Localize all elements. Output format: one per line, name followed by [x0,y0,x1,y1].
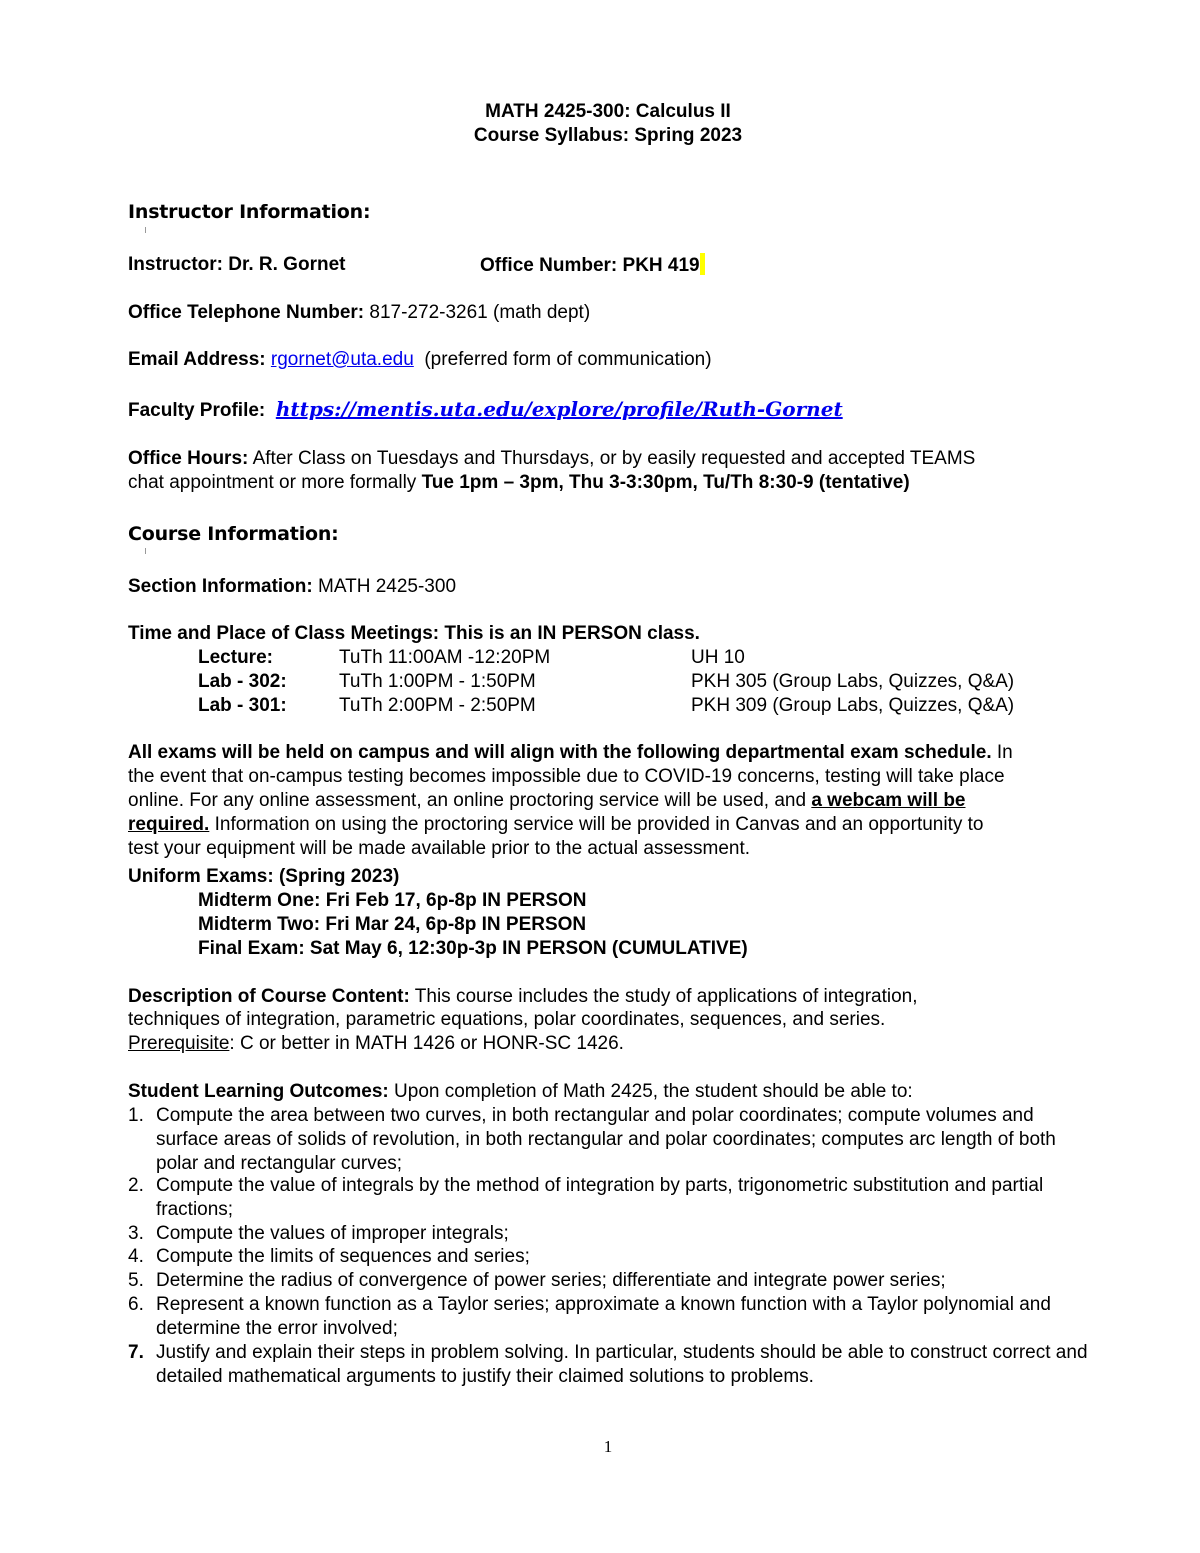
office-label: Office Number: [480,255,618,276]
prerequisite-label: Prerequisite [128,1033,230,1054]
instructor-name: Dr. R. Gornet [228,254,346,275]
phone-line [128,301,590,325]
section-marker [145,227,146,233]
phone-number: 817-272-3261 (math dept) [369,302,591,323]
webcam-required-emphasis: a webcam will be [811,790,966,811]
section-info-line [128,575,456,599]
text-highlight-mark [700,253,705,275]
office-number: PKH 419 [622,255,700,276]
course-title: MATH 2425-300: Calculus II [485,101,731,122]
email-link[interactable]: rgornet@uta.edu [270,349,414,370]
meeting-place: PKH 305 (Group Labs, Quizzes, Q&A) [691,671,1015,692]
email-note: (preferred form of communication) [424,349,712,370]
faculty-profile-link[interactable]: https://mentis.uta.edu/explore/profile/Ruth-Gornet [275,397,843,421]
page-number: 1 [603,1437,613,1456]
instructor-label: Instructor: [128,254,223,275]
profile-label: Faculty Profile: [128,400,266,421]
office-line [480,253,705,278]
prerequisite-line: Prerequisite: C or better in MATH 1426 or HONR-SC 1426. [128,1033,624,1054]
office-hours-text: After Class on Tuesdays and Thursdays, or by easily requested and accepted TEAMS [252,448,976,469]
class-meetings-heading: Time and Place of Class Meetings: This is an IN PERSON class. [128,623,700,644]
uniform-exams-heading: Uniform Exams: (Spring 2023) [128,866,400,887]
meeting-label: Lab - 302: [198,671,287,692]
office-hours-text-cont: chat appointment or more formally [128,472,417,493]
meeting-label: Lecture: [198,647,273,668]
office-hours-schedule: Tue 1pm – 3pm, Thu 3-3:30pm, Tu/Th 8:30-9 (tentative) [421,472,910,493]
phone-label: Office Telephone Number: [128,302,365,323]
description-line-1: Description of Course Content: This course includes the study of applications of integration, [128,986,918,1007]
exams-paragraph-line-1: All exams will be held on campus and will align with the following departmental exam schedule. In [128,742,1013,763]
office-hours-line-2 [128,471,910,495]
midterm-two: Midterm Two: Fri Mar 24, 6p-8p IN PERSON [198,914,587,935]
meeting-time: TuTh 11:00AM -12:20PM [339,647,551,668]
description-label: Description of Course Content: [128,986,410,1007]
email-label: Email Address: [128,349,266,370]
description-line-2: techniques of integration, parametric equations, polar coordinates, sequences, and series. [128,1009,886,1030]
outcomes-intro-line: Student Learning Outcomes: Upon completion of Math 2425, the student should be able to: [128,1081,913,1102]
exams-bold-intro: All exams will be held on campus and will align with the following departmental exam schedule. [128,742,992,763]
syllabus-subtitle: Course Syllabus: Spring 2023 [473,125,743,146]
final-exam: Final Exam: Sat May 6, 12:30p-3p IN PERSON (CUMULATIVE) [198,938,748,959]
section-info-label: Section Information: [128,576,313,597]
exams-paragraph-line-2: the event that on-campus testing becomes impossible due to COVID-19 concerns, testing will take place [128,766,1005,787]
faculty-profile-line [128,397,843,423]
instructor-section-heading: Instructor Information: [128,201,371,223]
meeting-label: Lab - 301: [198,695,287,716]
exams-paragraph-line-4: required. Information on using the proctoring service will be provided in Canvas and an opportunity to [128,814,984,835]
exams-paragraph-line-5: test your equipment will be made available prior to the actual assessment. [128,838,751,859]
webcam-required-emphasis-cont: required. [128,814,210,835]
meeting-place: PKH 309 (Group Labs, Quizzes, Q&A) [691,695,1015,716]
instructor-line [128,253,345,277]
email-line [128,348,712,372]
meeting-time: TuTh 2:00PM - 2:50PM [339,695,536,716]
course-section-heading: Course Information: [128,523,339,545]
meeting-time: TuTh 1:00PM - 1:50PM [339,671,536,692]
office-hours-line-1 [128,447,975,471]
outcomes-label: Student Learning Outcomes: [128,1081,389,1102]
exams-paragraph-line-3: online. For any online assessment, an online proctoring service will be used, and a webcam will be [128,790,966,811]
section-marker [145,548,146,554]
office-hours-label: Office Hours: [128,448,249,469]
meeting-place: UH 10 [691,647,745,668]
section-info-value: MATH 2425-300 [318,576,457,597]
midterm-one: Midterm One: Fri Feb 17, 6p-8p IN PERSON [198,890,587,911]
